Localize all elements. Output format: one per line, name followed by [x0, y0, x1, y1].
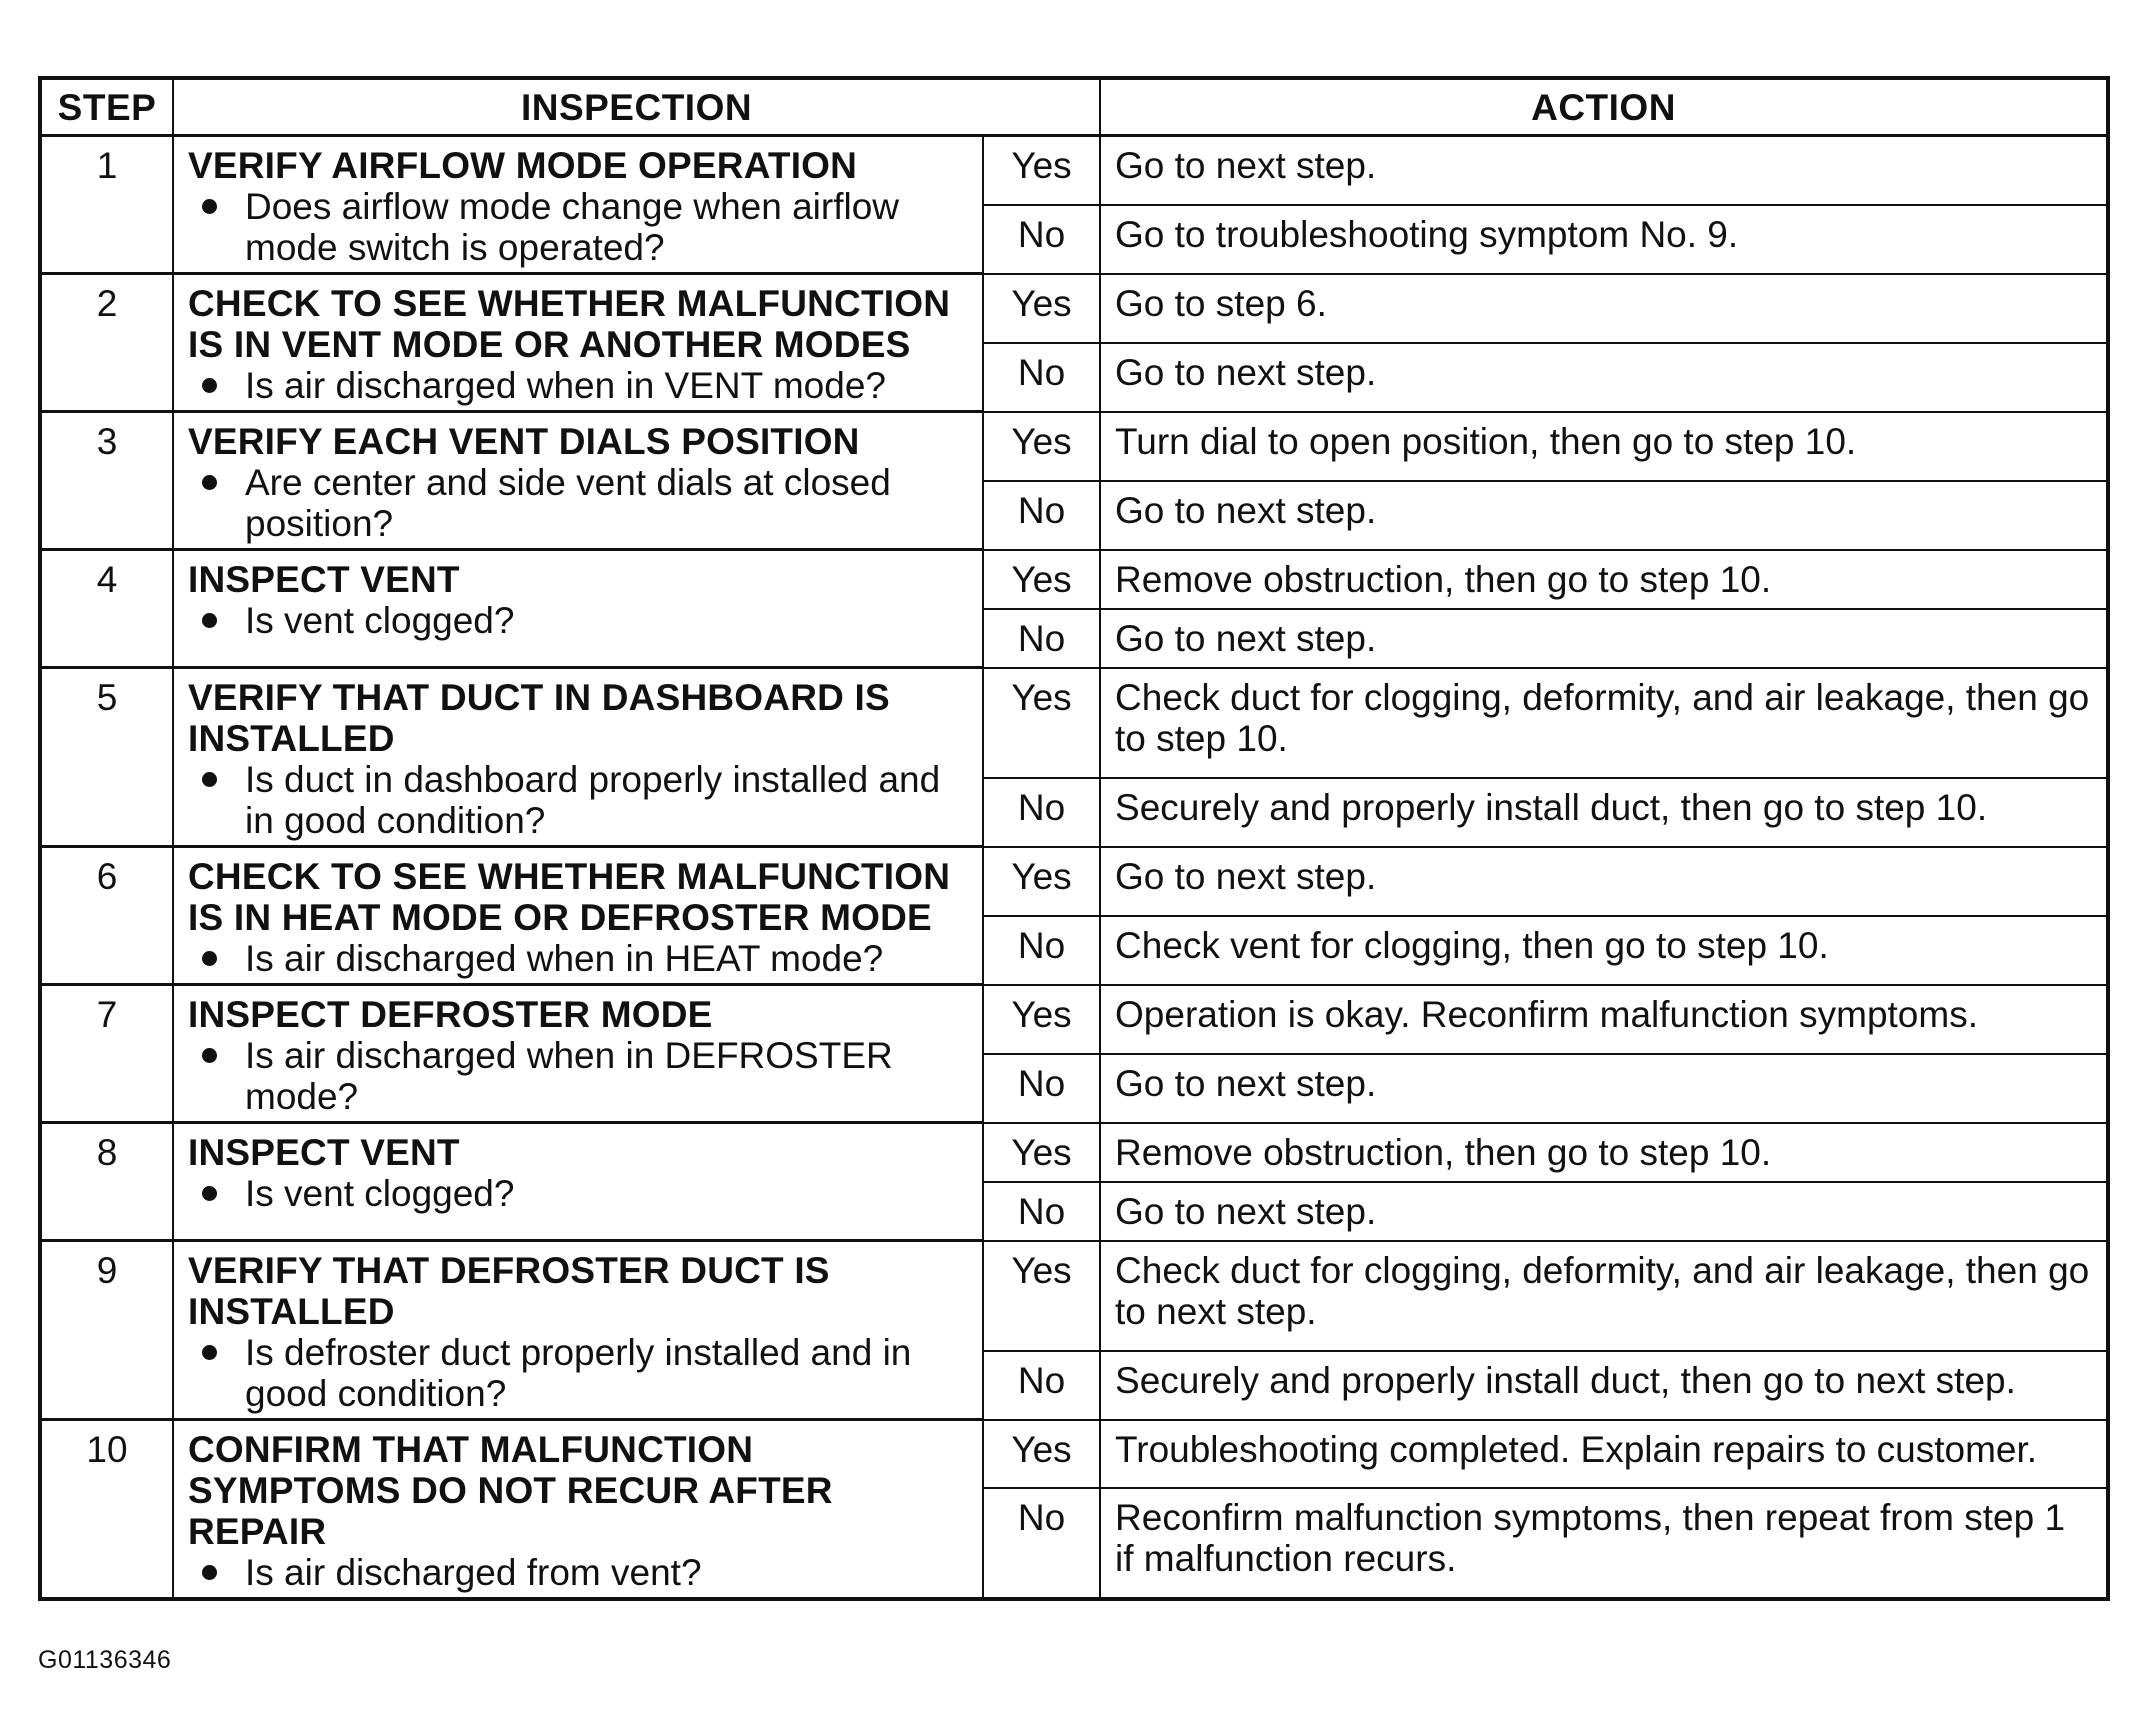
question-text: Is vent clogged?: [245, 1173, 515, 1214]
header-action: ACTION: [1100, 78, 2108, 136]
answer-yes: Yes: [983, 985, 1100, 1054]
table-row: [40, 274, 2108, 343]
action-no: Reconfirm malfunction symptoms, then repeat from step 1 if malfunction recurs.: [1100, 1488, 2108, 1599]
inspection-title: INSPECT DEFROSTER MODE: [188, 994, 713, 1035]
answer-no: No: [983, 1182, 1100, 1241]
inspection-cell: [173, 274, 983, 412]
inspection-cell: [173, 1123, 983, 1241]
step-number: 8: [40, 1123, 173, 1241]
inspection-cell: [173, 985, 983, 1123]
answer-yes: Yes: [983, 668, 1100, 778]
action-yes: Troubleshooting completed. Explain repairs to customer.: [1100, 1420, 2108, 1488]
table-row: [40, 668, 2108, 778]
inspection-question: [188, 365, 972, 406]
answer-yes: Yes: [983, 1123, 1100, 1182]
table-row: [40, 985, 2108, 1054]
inspection-title: VERIFY THAT DEFROSTER DUCT IS INSTALLED: [188, 1250, 830, 1332]
bullet-icon: [202, 199, 217, 214]
table-row: [40, 1123, 2108, 1182]
question-text: Is duct in dashboard properly installed and in good condition?: [245, 759, 941, 841]
step-number: 7: [40, 985, 173, 1123]
answer-no: No: [983, 1054, 1100, 1123]
step-number: 5: [40, 668, 173, 847]
action-yes: Turn dial to open position, then go to step 10.: [1100, 412, 2108, 481]
action-no: Go to troubleshooting symptom No. 9.: [1100, 205, 2108, 274]
answer-yes: Yes: [983, 550, 1100, 609]
answer-no: No: [983, 778, 1100, 847]
table-row: [40, 136, 2108, 205]
answer-no: No: [983, 205, 1100, 274]
action-yes: Check duct for clogging, deformity, and air leakage, then go to next step.: [1100, 1241, 2108, 1351]
action-yes: Check duct for clogging, deformity, and air leakage, then go to step 10.: [1100, 668, 2108, 778]
step-number: 1: [40, 136, 173, 274]
header-step: STEP: [40, 78, 173, 136]
inspection-question: [188, 186, 972, 268]
action-yes: Remove obstruction, then go to step 10.: [1100, 1123, 2108, 1182]
answer-yes: Yes: [983, 1420, 1100, 1488]
answer-no: No: [983, 1351, 1100, 1420]
table-row: [40, 412, 2108, 481]
inspection-title: CONFIRM THAT MALFUNCTION SYMPTOMS DO NOT RECUR AFTER REPAIR: [188, 1429, 833, 1552]
table-row: [40, 1420, 2108, 1488]
inspection-question: [188, 600, 972, 641]
figure-code: G01136346: [38, 1646, 172, 1674]
action-no: Go to next step.: [1100, 343, 2108, 412]
header-row: [40, 78, 2108, 136]
inspection-question: [188, 462, 972, 544]
answer-yes: Yes: [983, 847, 1100, 916]
step-number: 4: [40, 550, 173, 668]
inspection-cell: [173, 1420, 983, 1600]
question-text: Is vent clogged?: [245, 600, 515, 641]
action-no: Securely and properly install duct, then go to step 10.: [1100, 778, 2108, 847]
step-number: 9: [40, 1241, 173, 1420]
inspection-question: [188, 1173, 972, 1214]
inspection-cell: [173, 668, 983, 847]
inspection-title: VERIFY THAT DUCT IN DASHBOARD IS INSTALLED: [188, 677, 890, 759]
inspection-title: INSPECT VENT: [188, 1132, 460, 1173]
step-number: 6: [40, 847, 173, 985]
answer-yes: Yes: [983, 136, 1100, 205]
step-number: 2: [40, 274, 173, 412]
question-text: Does airflow mode change when airflow mode switch is operated?: [245, 186, 900, 268]
question-text: Is air discharged when in HEAT mode?: [245, 938, 884, 979]
table-row: [40, 847, 2108, 916]
question-text: Is air discharged when in VENT mode?: [245, 365, 886, 406]
action-no: Go to next step.: [1100, 1182, 2108, 1241]
inspection-title: VERIFY AIRFLOW MODE OPERATION: [188, 145, 858, 186]
question-text: Is air discharged from vent?: [245, 1552, 702, 1593]
answer-yes: Yes: [983, 1241, 1100, 1351]
inspection-cell: [173, 136, 983, 274]
inspection-title: INSPECT VENT: [188, 559, 460, 600]
action-no: Go to next step.: [1100, 481, 2108, 550]
answer-no: No: [983, 343, 1100, 412]
inspection-question: [188, 1332, 972, 1414]
answer-yes: Yes: [983, 412, 1100, 481]
inspection-question: [188, 938, 972, 979]
inspection-cell: [173, 1241, 983, 1420]
inspection-title: CHECK TO SEE WHETHER MALFUNCTION IS IN VENT MODE OR ANOTHER MODES: [188, 283, 951, 365]
table-row: [40, 1241, 2108, 1351]
troubleshooting-table: [38, 76, 2110, 1601]
inspection-cell: [173, 847, 983, 985]
inspection-cell: [173, 412, 983, 550]
inspection-cell: [173, 550, 983, 668]
inspection-title: VERIFY EACH VENT DIALS POSITION: [188, 421, 860, 462]
question-text: Are center and side vent dials at closed position?: [245, 462, 891, 544]
action-yes: Go to next step.: [1100, 847, 2108, 916]
action-yes: Go to next step.: [1100, 136, 2108, 205]
action-yes: Go to step 6.: [1100, 274, 2108, 343]
action-no: Check vent for clogging, then go to step 10.: [1100, 916, 2108, 985]
answer-no: No: [983, 1488, 1100, 1599]
bullet-icon: [202, 1345, 217, 1360]
answer-no: No: [983, 481, 1100, 550]
answer-no: No: [983, 609, 1100, 668]
bullet-icon: [202, 1186, 217, 1201]
question-text: Is air discharged when in DEFROSTER mode?: [245, 1035, 893, 1117]
bullet-icon: [202, 1048, 217, 1063]
bullet-icon: [202, 951, 217, 966]
bullet-icon: [202, 475, 217, 490]
header-inspection: INSPECTION: [173, 78, 1100, 136]
step-number: 10: [40, 1420, 173, 1600]
bullet-icon: [202, 772, 217, 787]
inspection-question: [188, 1552, 972, 1593]
inspection-title: CHECK TO SEE WHETHER MALFUNCTION IS IN HEAT MODE OR DEFROSTER MODE: [188, 856, 951, 938]
table-row: [40, 550, 2108, 609]
inspection-question: [188, 1035, 972, 1117]
question-text: Is defroster duct properly installed and in good condition?: [245, 1332, 912, 1414]
answer-yes: Yes: [983, 274, 1100, 343]
action-no: Go to next step.: [1100, 1054, 2108, 1123]
action-yes: Remove obstruction, then go to step 10.: [1100, 550, 2108, 609]
action-yes: Operation is okay. Reconfirm malfunction symptoms.: [1100, 985, 2108, 1054]
step-number: 3: [40, 412, 173, 550]
action-no: Go to next step.: [1100, 609, 2108, 668]
bullet-icon: [202, 1565, 217, 1580]
bullet-icon: [202, 378, 217, 393]
action-no: Securely and properly install duct, then go to next step.: [1100, 1351, 2108, 1420]
bullet-icon: [202, 613, 217, 628]
inspection-question: [188, 759, 972, 841]
answer-no: No: [983, 916, 1100, 985]
